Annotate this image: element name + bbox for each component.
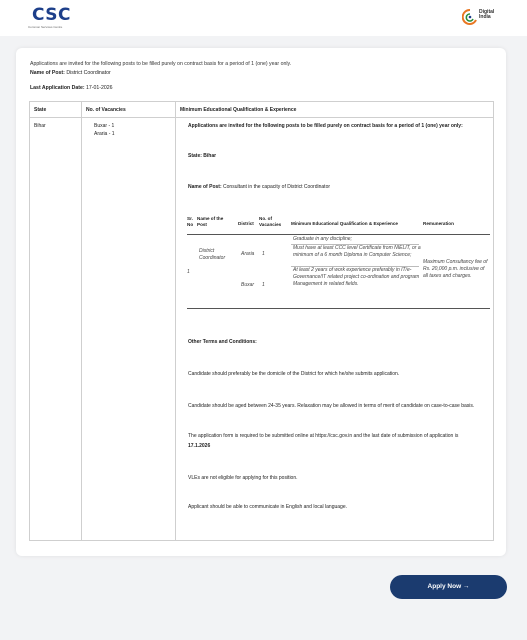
inner-header-post: Name of the Post	[197, 216, 224, 227]
column-divider	[81, 102, 82, 540]
inner-header-remuneration: Remuneration	[423, 221, 454, 226]
inner-table	[187, 212, 490, 316]
inner-header-district: District	[238, 221, 254, 226]
last-date-line	[30, 85, 113, 91]
vacancy-item: Araria - 1	[94, 131, 115, 137]
apply-now-button[interactable]: Apply Now →	[390, 575, 507, 599]
qualification-item: Graduate in any discipline;	[293, 236, 352, 242]
vacancy-table	[29, 101, 494, 541]
post-value: District Coordinator	[66, 70, 111, 76]
qualification-item: Must have at least CCC level Certificate from NIELIT, or a minimum of a 6 month Diploma in Computer Science;	[293, 245, 421, 258]
digital-india-logo	[462, 6, 502, 32]
terms-item: Candidate should be aged between 24-35 years. Relaxation may be allowed in terms of merit of candidate on case-to-case basis.	[188, 403, 475, 409]
details-post-line	[188, 184, 330, 190]
job-details-card	[16, 48, 506, 556]
inner-district-cell: Araria	[241, 251, 255, 257]
digital-india-text: Digital India	[479, 9, 495, 20]
remuneration-cell: Maximum Consultancy fee of Rs. 20,000 p.m. inclusive of all taxes and charges.	[423, 259, 488, 279]
inner-district-cell: Buxar	[241, 282, 255, 288]
details-post-value: Consultant in the capacity of District Coordinator	[223, 184, 331, 190]
csc-logo[interactable]	[28, 5, 84, 31]
details-post-label: Name of Post:	[188, 184, 222, 190]
csc-logo-tagline: Common Services Centre	[28, 25, 63, 29]
header-state: State	[34, 107, 47, 113]
inner-header-vacancies: No. of Vacancies	[259, 216, 282, 227]
digital-india-emblem-icon	[462, 8, 478, 28]
details-state: State: Bihar	[188, 153, 217, 159]
last-date-label: Last Application Date:	[30, 85, 85, 91]
inner-vacancy-cell: 1	[262, 251, 265, 257]
inner-header-sr: Sr. No	[187, 216, 194, 227]
terms-date: 17.1.2026	[188, 443, 211, 449]
terms-item: Candidate should preferably be the domicile of the District for which he/she submits application.	[188, 371, 400, 377]
header-vacancies: No. of Vacancies	[86, 107, 126, 113]
inner-vacancy-cell: 1	[262, 282, 265, 288]
details-intro: Applications are invited for the following posts to be filled purely on contract basis for a period of 1 (one) year only:	[188, 123, 463, 129]
post-label: Name of Post:	[30, 70, 65, 76]
top-bar	[0, 0, 527, 36]
terms-heading: Other Terms and Conditions:	[188, 339, 257, 345]
csc-logo-text: CSC	[32, 5, 72, 25]
intro-text: Applications are invited for the following posts to be filled purely on contract basis for a period of 1 (one) year only.	[30, 61, 292, 67]
vacancy-item: Buxar - 1	[94, 123, 115, 129]
qualification-item: At least 2 years of work experience preferably in IT/e-Governance/IT related project co-ordination and program Management in related fields.	[293, 267, 420, 287]
header-qualification: Minimum Educational Qualification & Experience	[180, 107, 297, 113]
terms-item: The application form is required to be submitted online at https://csc.gov.in and the last date of submission of application is	[188, 433, 459, 439]
post-line	[30, 70, 111, 76]
inner-bottom-rule	[187, 308, 490, 309]
terms-item: Applicant should be able to communicate in English and local language.	[188, 504, 347, 510]
inner-header-rule	[187, 234, 490, 235]
inner-sr-cell: 1	[187, 269, 190, 275]
state-cell: Bihar	[34, 123, 46, 129]
last-date-value: 17-01-2026	[86, 85, 113, 91]
inner-post-cell: District Coordinator	[199, 248, 226, 261]
terms-item: VLEs are not eligible for applying for this position.	[188, 475, 298, 481]
column-divider	[175, 102, 176, 540]
inner-header-qualification: Minimum Educational Qualification & Experience	[291, 221, 398, 226]
